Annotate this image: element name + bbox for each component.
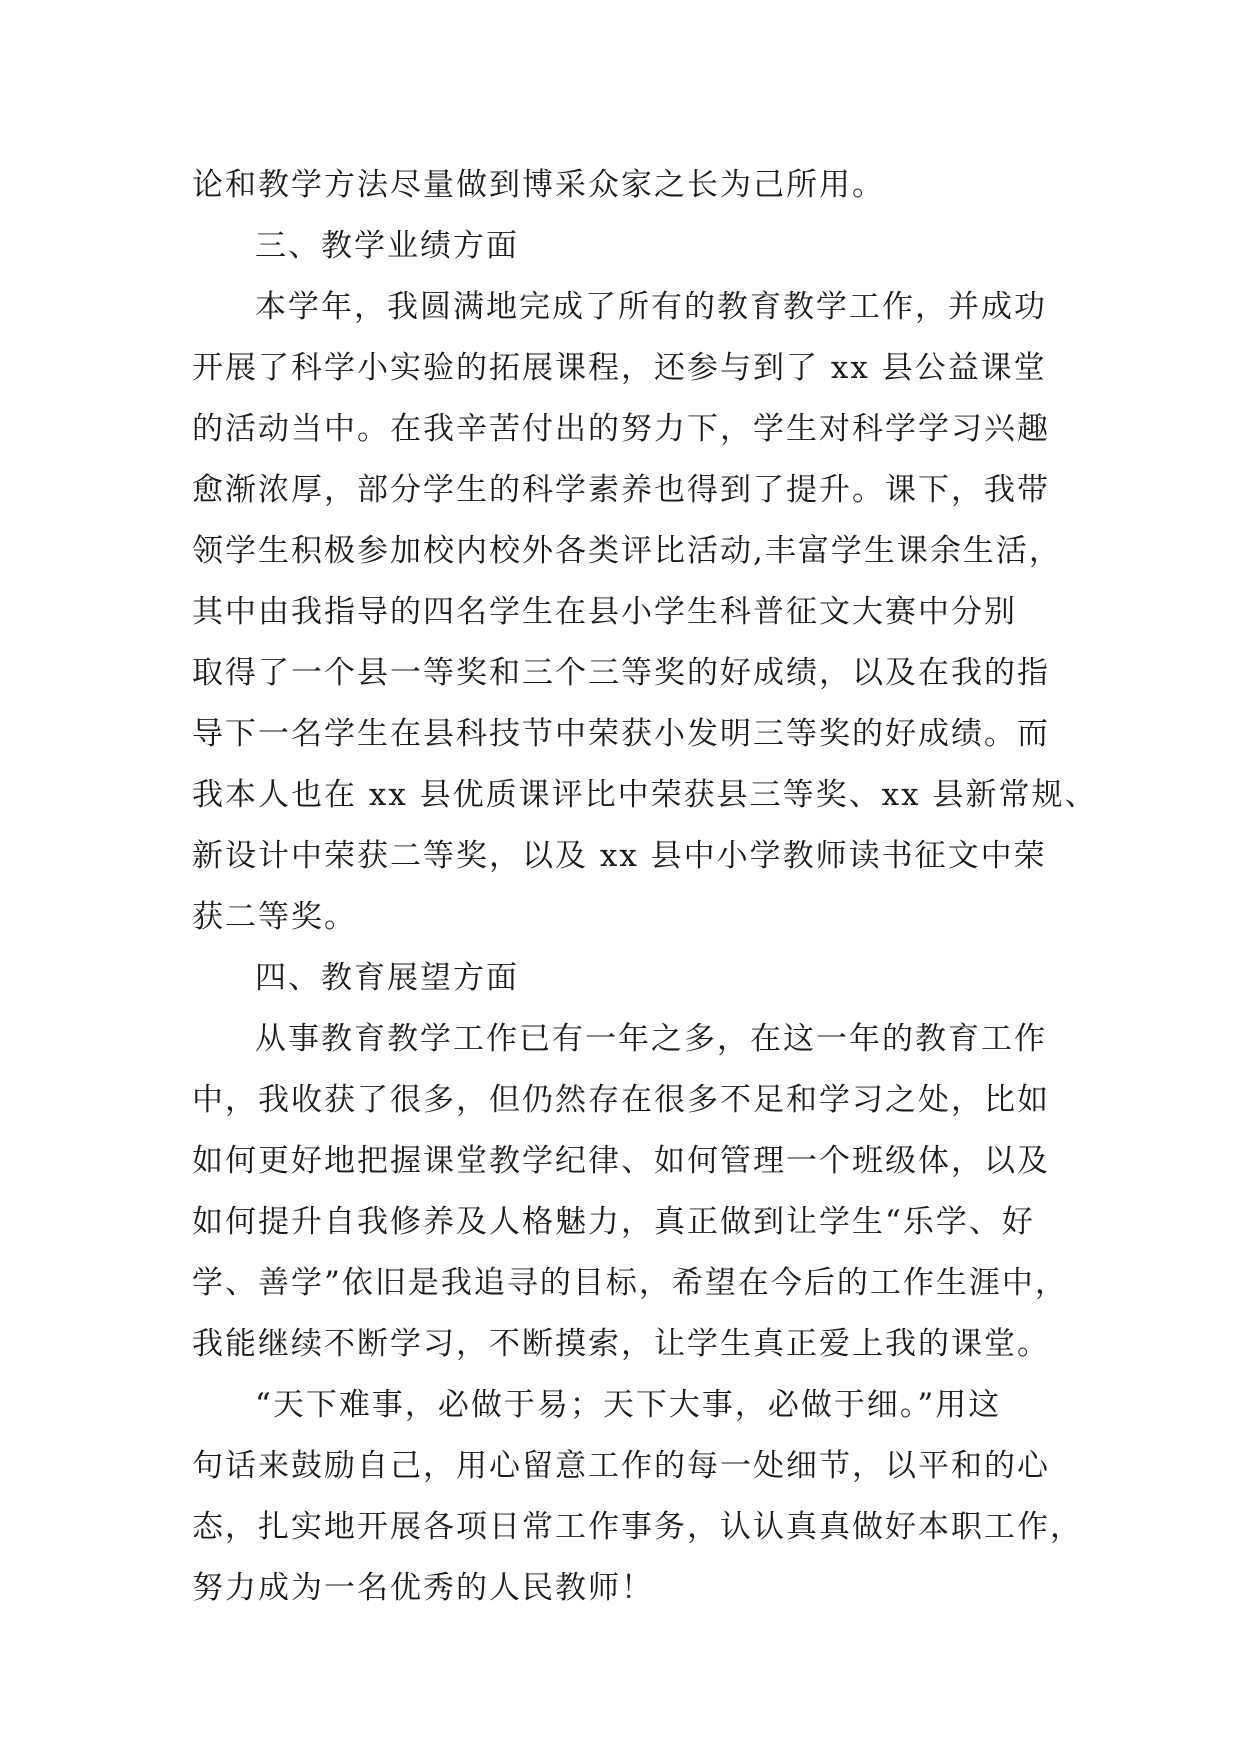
text-line: 从事教育教学工作已有一年之多，在这一年的教育工作 [255, 1021, 1047, 1057]
text-line: 态，扎实地开展各项日常工作事务，认认真真做好本职工作， [192, 1509, 1083, 1545]
text-line: 领学生积极参加校内校外各类评比活动,丰富学生课余生活， [192, 533, 1062, 569]
document-body [192, 155, 1098, 1619]
text-line: 学、善学”依旧是我追寻的目标，希望在今后的工作生涯中， [192, 1265, 1068, 1301]
text-line: 其中由我指导的四名学生在县小学生科普征文大赛中分别 [192, 594, 1017, 630]
text-line: 如何提升自我修养及人格魅力，真正做到让学生“乐学、好 [192, 1204, 1035, 1240]
section-heading-outlook: 四、教育展望方面 [255, 960, 519, 996]
text-line: 努力成为一名优秀的人民教师！ [192, 1570, 654, 1606]
text-line: 的活动当中。在我辛苦付出的努力下，学生对科学学习兴趣 [192, 411, 1050, 447]
text-line: 本学年，我圆满地完成了所有的教育教学工作，并成功 [255, 289, 1047, 325]
text-line: 获二等奖。 [192, 899, 357, 935]
text-line: “天下难事，必做于易；天下大事，必做于细。”用这 [255, 1387, 1002, 1423]
text-line: 我本人也在 xx 县优质课评比中荣获县三等奖、xx 县新常规、 [192, 777, 1098, 813]
text-line: 我能继续不断学习，不断摸索，让学生真正爱上我的课堂。 [192, 1326, 1050, 1362]
text-line: 中，我收获了很多，但仍然存在很多不足和学习之处，比如 [192, 1082, 1050, 1118]
text-line: 句话来鼓励自己，用心留意工作的每一处细节，以平和的心 [192, 1448, 1050, 1484]
text-line: 如何更好地把握课堂教学纪律、如何管理一个班级体，以及 [192, 1143, 1050, 1179]
text-line: 导下一名学生在县科技节中荣获小发明三等奖的好成绩。而 [192, 716, 1050, 752]
text-line: 取得了一个县一等奖和三个三等奖的好成绩，以及在我的指 [192, 655, 1050, 691]
text-line: 开展了科学小实验的拓展课程，还参与到了 xx 县公益课堂 [192, 350, 1047, 386]
text-line: 新设计中荣获二等奖，以及 xx 县中小学教师读书征文中荣 [192, 838, 1047, 874]
section-heading-performance: 三、教学业绩方面 [255, 228, 519, 264]
text-line: 愈渐浓厚，部分学生的科学素养也得到了提升。课下，我带 [192, 472, 1050, 508]
text-line: 论和教学方法尽量做到博采众家之长为己所用。 [192, 167, 885, 203]
